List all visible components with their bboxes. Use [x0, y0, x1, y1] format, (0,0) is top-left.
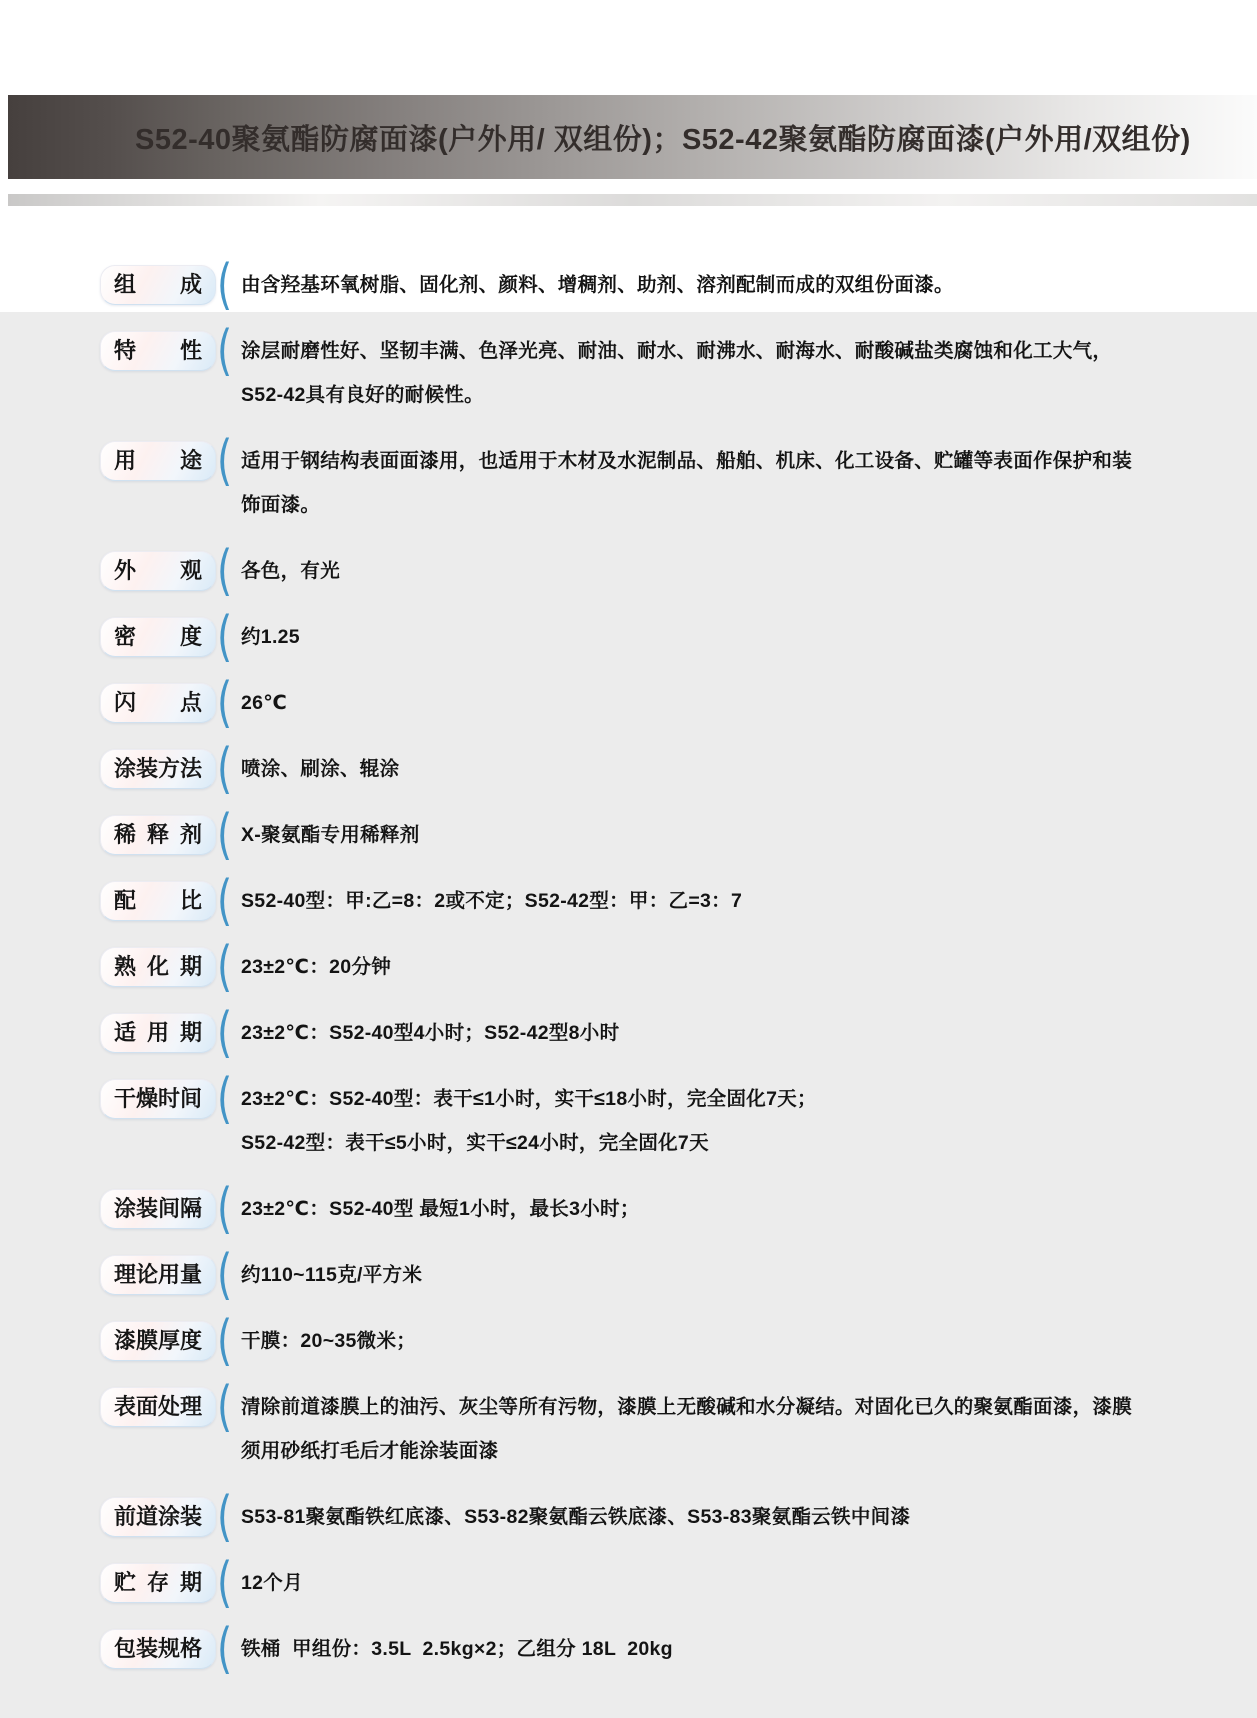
spec-value: 23±2℃：S52-40型 最短1小时，最长3小时； — [241, 1198, 640, 1220]
open-bracket-icon: ( — [217, 1485, 233, 1548]
spec-label: 前道涂装 — [114, 1504, 203, 1529]
spec-label: 熟化期 — [114, 954, 202, 979]
spec-value: 干膜：20~35微米； — [241, 1330, 417, 1352]
spec-value: 各色，有光 — [241, 560, 341, 582]
label-pill — [100, 617, 216, 657]
spec-value: 喷涂、刷涂、辊涂 — [241, 758, 400, 780]
spec-label: 闪点 — [114, 690, 202, 715]
open-bracket-icon: ( — [217, 737, 233, 800]
spec-row-density — [100, 605, 1172, 668]
spec-row-recoat-interval — [100, 1177, 1172, 1240]
spec-row-composition — [100, 253, 1172, 316]
label-column — [100, 1551, 241, 1614]
spec-label: 稀释剂 — [114, 822, 202, 847]
spec-row-characteristics — [100, 319, 1172, 417]
spec-row-film-thickness — [100, 1309, 1172, 1372]
spec-value: S53-81聚氨酯铁红底漆、S53-82聚氨酯云铁底漆、S53-83聚氨酯云铁中间漆 — [241, 1506, 911, 1528]
spec-value: 12个月 — [241, 1572, 303, 1594]
open-bracket-icon: ( — [217, 1551, 233, 1614]
open-bracket-icon: ( — [217, 429, 233, 492]
label-pill — [100, 1321, 216, 1361]
open-bracket-icon: ( — [217, 869, 233, 932]
label-column — [100, 803, 241, 866]
spec-row-mix-ratio — [100, 869, 1172, 932]
label-pill — [100, 1563, 216, 1603]
spec-label: 外观 — [114, 558, 202, 583]
spec-row-previous-coat — [100, 1485, 1172, 1548]
label-column — [100, 539, 241, 602]
open-bracket-icon: ( — [217, 671, 233, 734]
open-bracket-icon: ( — [217, 1375, 233, 1438]
label-pill — [100, 815, 216, 855]
spec-value: 23±2℃：20分钟 — [241, 956, 392, 978]
spec-value: S52-40型：甲:乙=8：2或不定；S52-42型：甲：乙=3：7 — [241, 890, 743, 912]
open-bracket-icon: ( — [217, 539, 233, 602]
label-column — [100, 1617, 241, 1680]
spec-value: 23±2℃：S52-40型：表干≤1小时，实干≤18小时，完全固化7天； S52-42型：表干≤5小时，实干≤24小时，完全固化7天 — [241, 1088, 817, 1154]
spec-label: 理论用量 — [114, 1262, 203, 1287]
spec-label: 密度 — [114, 624, 202, 649]
open-bracket-icon: ( — [217, 319, 233, 382]
spec-label: 干燥时间 — [114, 1086, 203, 1111]
label-column — [100, 605, 241, 668]
title-bar-strip — [8, 194, 1257, 206]
label-column — [100, 429, 241, 492]
spec-label: 包装规格 — [114, 1636, 203, 1661]
open-bracket-icon: ( — [217, 253, 233, 316]
open-bracket-icon: ( — [217, 1617, 233, 1680]
label-column — [100, 1375, 241, 1438]
label-pill — [100, 441, 216, 481]
label-pill — [100, 881, 216, 921]
open-bracket-icon: ( — [217, 803, 233, 866]
open-bracket-icon: ( — [217, 1067, 233, 1130]
spec-row-packaging — [100, 1617, 1172, 1680]
spec-row-usage — [100, 429, 1172, 527]
label-pill — [100, 1497, 216, 1537]
label-column — [100, 1243, 241, 1306]
spec-row-thinner — [100, 803, 1172, 866]
open-bracket-icon: ( — [217, 1309, 233, 1372]
spec-label: 适用期 — [114, 1020, 202, 1045]
label-pill — [100, 683, 216, 723]
label-column — [100, 253, 241, 316]
spec-value: 约1.25 — [241, 626, 300, 648]
label-pill — [100, 331, 216, 371]
open-bracket-icon: ( — [217, 1177, 233, 1240]
label-pill — [100, 1013, 216, 1053]
label-column — [100, 1177, 241, 1240]
spec-label: 涂装方法 — [114, 756, 203, 781]
label-column — [100, 1309, 241, 1372]
spec-value: 26℃ — [241, 692, 288, 714]
label-column — [100, 1001, 241, 1064]
spec-value: 约110~115克/平方米 — [241, 1264, 423, 1286]
spec-row-maturation-period — [100, 935, 1172, 998]
open-bracket-icon: ( — [217, 935, 233, 998]
spec-row-surface-treatment — [100, 1375, 1172, 1473]
spec-value: 铁桶 甲组份：3.5L 2.5kg×2；乙组分 18L 20kg — [241, 1638, 673, 1660]
label-column — [100, 1067, 241, 1130]
label-pill — [100, 1079, 216, 1119]
spec-value: X-聚氨酯专用稀释剂 — [241, 824, 420, 846]
label-column — [100, 869, 241, 932]
label-column — [100, 671, 241, 734]
spec-label: 用途 — [114, 448, 202, 473]
spec-label: 特性 — [114, 338, 202, 363]
label-column — [100, 319, 241, 382]
label-pill — [100, 749, 216, 789]
open-bracket-icon: ( — [217, 605, 233, 668]
spec-value: 清除前道漆膜上的油污、灰尘等所有污物，漆膜上无酸碱和水分凝结。对固化已久的聚氨酯面漆，漆膜 须用砂纸打毛后才能涂装面漆 — [241, 1396, 1133, 1462]
label-pill — [100, 947, 216, 987]
spec-label: 组成 — [114, 272, 202, 297]
spec-label: 配比 — [114, 888, 202, 913]
spec-label: 表面处理 — [114, 1394, 203, 1419]
page-title: S52-40聚氨酯防腐面漆(户外用/ 双组份)；S52-42聚氨酯防腐面漆(户外用/双组份) — [135, 123, 1191, 156]
spec-value: 由含羟基环氧树脂、固化剂、颜料、增稠剂、助剂、溶剂配制而成的双组份面漆。 — [241, 274, 954, 296]
open-bracket-icon: ( — [217, 1001, 233, 1064]
title-bar — [8, 95, 1257, 179]
label-pill — [100, 1189, 216, 1229]
label-column — [100, 1485, 241, 1548]
spec-row-pot-life — [100, 1001, 1172, 1064]
spec-row-shelf-life — [100, 1551, 1172, 1614]
spec-value: 适用于钢结构表面面漆用，也适用于木材及水泥制品、船舶、机床、化工设备、贮罐等表面作保护和装 饰面漆。 — [241, 450, 1133, 516]
spec-label: 贮存期 — [114, 1570, 202, 1595]
spec-row-drying-time — [100, 1067, 1172, 1165]
label-pill — [100, 1387, 216, 1427]
label-column — [100, 935, 241, 998]
spec-value: 23±2℃：S52-40型4小时；S52-42型8小时 — [241, 1022, 620, 1044]
spec-row-flash-point — [100, 671, 1172, 734]
label-pill — [100, 1255, 216, 1295]
label-pill — [100, 1629, 216, 1669]
label-pill — [100, 265, 216, 305]
spec-row-appearance — [100, 539, 1172, 602]
spec-sheet — [100, 253, 1172, 1695]
spec-label: 涂装间隔 — [114, 1196, 203, 1221]
spec-row-application-method — [100, 737, 1172, 800]
label-pill — [100, 551, 216, 591]
spec-value: 涂层耐磨性好、坚韧丰满、色泽光亮、耐油、耐水、耐沸水、耐海水、耐酸碱盐类腐蚀和化工大气， S52-42具有良好的耐候性。 — [241, 340, 1113, 406]
open-bracket-icon: ( — [217, 1243, 233, 1306]
label-column — [100, 737, 241, 800]
spec-label: 漆膜厚度 — [114, 1328, 203, 1353]
spec-row-theoretical-consumption — [100, 1243, 1172, 1306]
